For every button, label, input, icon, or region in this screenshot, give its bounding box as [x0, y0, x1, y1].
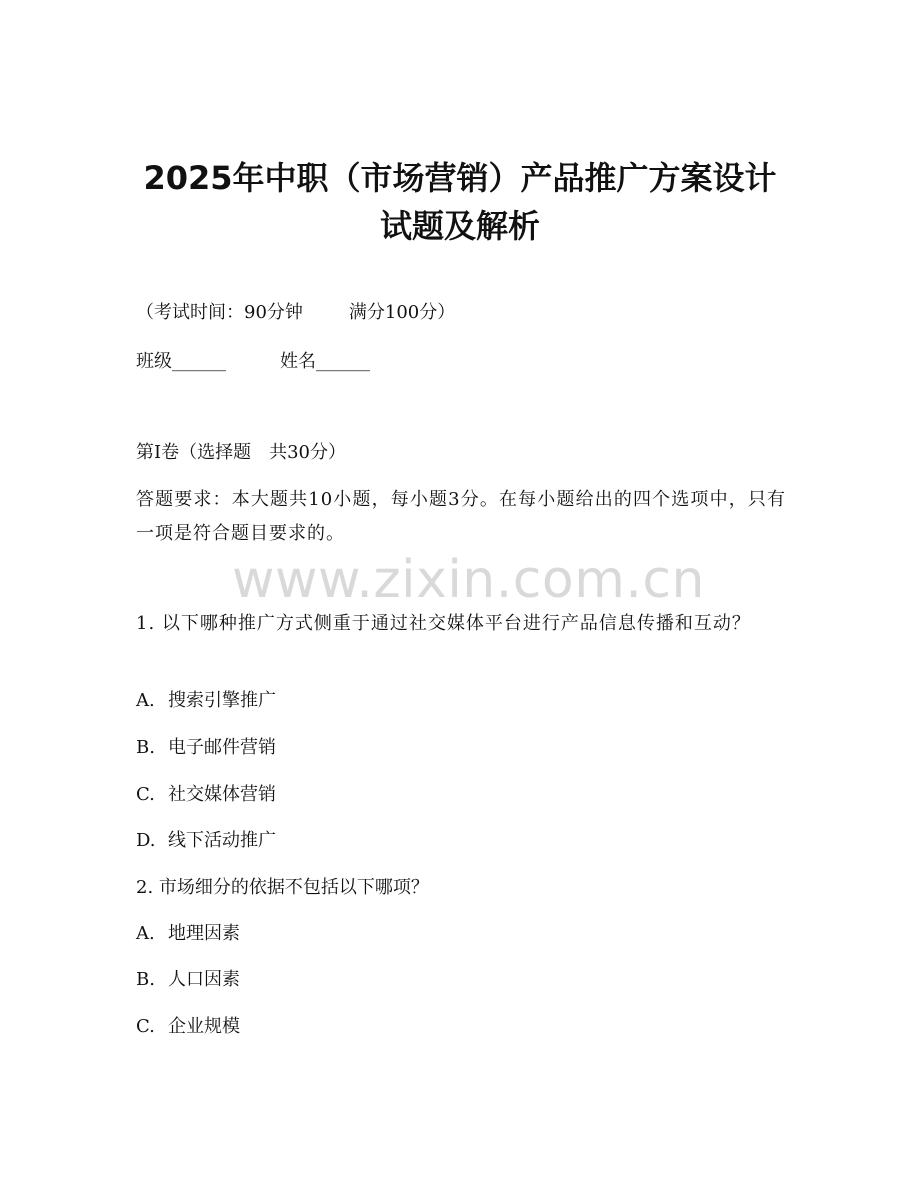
option-letter: B. — [136, 737, 155, 758]
option-letter: C. — [136, 784, 155, 805]
question-2-stem: 2. 市场细分的依据不包括以下哪项？ — [136, 877, 429, 898]
document-title-line-1: 2025年中职（市场营销）产品推广方案设计 — [143, 159, 777, 197]
document-title-line-2: 试题及解析 — [379, 207, 540, 245]
exam-info — [136, 300, 455, 326]
option-letter: A. — [136, 923, 155, 944]
name-field: 姓名______ — [280, 351, 370, 372]
question-1-option-d — [136, 828, 276, 854]
option-text: 电子邮件营销 — [168, 737, 276, 758]
option-text: 人口因素 — [168, 969, 240, 990]
instructions: 答题要求：本大题共10小题，每小题3分。在每小题给出的四个选项中，只有一项是符合题目要求的。 — [136, 489, 786, 544]
question-1-option-b — [136, 735, 276, 761]
section-heading: 第I卷（选择题 共30分） — [136, 442, 347, 463]
question-1-option-a — [136, 688, 276, 714]
option-text: 搜索引擎推广 — [168, 690, 276, 711]
class-field: 班级______ — [136, 351, 226, 372]
option-text: 线下活动推广 — [168, 830, 276, 851]
question-2-option-b — [136, 967, 240, 993]
student-fields — [136, 349, 370, 375]
exam-time: （考试时间：90分钟 — [136, 302, 303, 323]
option-letter: A. — [136, 690, 155, 711]
question-2-option-a — [136, 921, 240, 947]
option-text: 社交媒体营销 — [168, 784, 276, 805]
question-1-stem: 1. 以下哪种推广方式侧重于通过社交媒体平台进行产品信息传播和互动？ — [136, 613, 751, 634]
option-letter: D. — [136, 830, 156, 851]
watermark: www.zixin.com.cn — [232, 550, 705, 610]
option-letter: C. — [136, 1016, 155, 1037]
question-2-option-c — [136, 1014, 240, 1040]
option-letter: B. — [136, 969, 155, 990]
option-text: 地理因素 — [168, 923, 240, 944]
option-text: 企业规模 — [168, 1016, 240, 1037]
full-score: 满分100分） — [348, 302, 456, 323]
question-1-option-c — [136, 782, 276, 808]
